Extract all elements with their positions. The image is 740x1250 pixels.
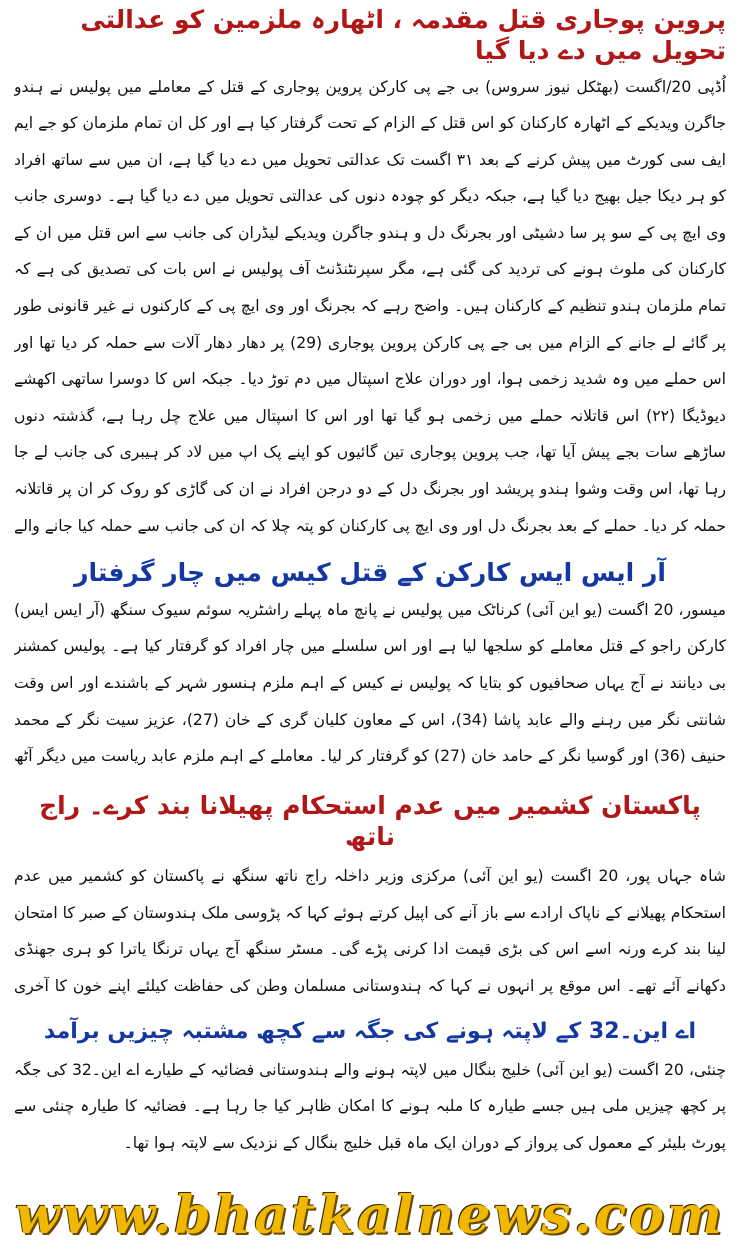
article-headline: پروین پوجاری قتل مقدمہ ، اٹھارہ ملزمین کو عدالتی تحویل میں دے دیا گیا <box>80 5 726 66</box>
article-body: چنئی، 20 اگست (یو این آئی) خلیج بنگال میں لاپتہ ہونے والے ہندوستانی فضائیہ کے طیارے اے این۔32 کی جگہ پر کچھ چیزیں ملی ہیں جسے طیارہ کا ملبہ ہونے کا امکان ظاہر کیا جا رہا ہے۔ فضائیہ کا طیارہ چنئی سے پورٹ بلیئر کے معمول کی پرواز کے دوران ایک ماہ قبل خلیج بنگال کے نزدیک سے لاپتہ ہوا تھا۔ <box>14 1060 726 1152</box>
article-an32-debris <box>14 1018 726 1162</box>
article-headline: اے این۔32 کے لاپتہ ہونے کی جگہ سے کچھ مشتبہ چیزیں برآمد <box>43 1019 697 1045</box>
article-headline: آر ایس ایس کارکن کے قتل کیس میں چار گرفتار <box>74 557 666 587</box>
article-parveen-poojari <box>14 4 726 549</box>
article-body: میسور، 20 اگست (یو این آئی) کرناٹک میں پولیس نے پانچ ماہ پہلے راشٹریہ سوئم سیوک سنگھ (آر ایس ایس) کارکن راجو کے قتل معاملے کو سلجھا لیا ہے اور اس سلسلے میں چار افراد کو گرفتار کیا ہے۔ پولیس کمشنر بی دیانند نے آج یہاں صحافیوں کو بتایا کہ پولیس نے کیس کے اہم ملزم ہنسور شہر کے باشندے اور اس وقت شانتی نگر میں رہنے والے عابد پاشا (34)، اس کے معاون کلیان گری کے خان (27)، عزیز سیت نگر کے محمد حنیف (36) اور گوسیا نگر کے حامد خان (27) کو گرفتار کر لیا۔ معاملے کے اہم ملزم عابد ریاست میں دیگر آٹھ <box>14 600 726 766</box>
article-rajnath-kashmir <box>14 790 726 1005</box>
article-rss-worker-murder <box>14 557 726 776</box>
article-body: اُڈپی 20/اگست (بھٹکل نیوز سروس) بی جے پی کارکن پروین پوجاری کے قتل کے معاملے میں پولیس نے ہندو جاگرن ویدیکے کے اٹھارہ کارکنان کو اس قتل کے الزام کے تحت گرفتار کیا ہے اور کل ان تمام ملزمان کو جے ایم ایف سی کورٹ میں پیش کرنے کے بعد ۳۱ اگست تک عدالتی تحویل میں دے دیا گیا ہے، ان میں سے ساتھ افراد کو ہر دیکا جیل بھیج دیا گیا ہے، جبکہ دیگر کو چودہ دنوں کی عدالتی تحویل میں دے دیا گیا ہے۔ دوسری جانب وی ایچ پی کے سو پر سا دشیٹی اور بجرنگ دل و ہندو جاگرن ویدیکے لیڈران کی جانب سے اس قتل میں ان کے کارکنان کی ملوث ہونے کی تردید کی گئی ہے، مگر سپرنٹنڈنٹ آف پولیس نے اس بات کی تصدیق کی ہے کہ تمام ملزمان ہندو تنظیم کے کارکنان ہیں۔ واضح رہے کہ بجرنگ اور وی ایچ پی کے کارکنوں نے غیر قانونی طور پر گائے لے جانے کے الزام میں بی جے پی کارکن پروین پوجاری (29) پر دھار دھار آلات سے حملہ کر دیا تھا اور اس حملے میں وہ شدید زخمی ہوا، اور دوران علاج اسپتال میں دم توڑ دیا۔ جبکہ اس کا دوسرا ساتھی اکھشے دیوڈیگا (۲۲) اس قاتلانہ حملے میں زخمی ہو گیا تھا اور اس کا اسپتال میں علاج چل رہا ہے، گذشتہ دنوں ساڑھے سات بجے پیش آیا تھا، جب پروین پوجاری تین گائیوں کو اپنے پک اپ میں لاد کر ہیبری کی جانب لے جا رہا تھا، اس وقت وشوا ہندو پریشد اور بجرنگ دل کے دو درجن افراد نے ان کی گاڑی کو روک کر ان پر قاتلانہ حملہ کر دیا۔ حملے کے بعد بجرنگ دل اور وی ایچ پی کارکنان کو پتہ چلا کہ ان کی جانب سے حملہ کیا جانے والے <box>14 77 726 535</box>
article-body: شاہ جہاں پور، 20 اگست (یو این آئی) مرکزی وزیر داخلہ راج ناتھ سنگھ نے پاکستان کو کشمیر میں عدم استحکام پھیلانے کے ناپاک ارادے سے باز آنے کی اپیل کرتے ہوئے کہا کہ پڑوسی ملک ہندوستان کے صبر کا امتحان لینا بند کرے ورنہ اسے اس کی بڑی قیمت ادا کرنی پڑے گی۔ مسٹر سنگھ آج یہاں ترنگا یاترا کو ہری جھنڈی دکھانے آئے تھے۔ اس موقع پر انہوں نے کہا کہ ہندوستانی مسلمان وطن کی حفاظت کیلئے اپنے خون کا آخری <box>14 867 726 996</box>
article-headline: پاکستان کشمیر میں عدم استحکام پھیلانا بند کرے۔ راج ناتھ <box>39 790 701 851</box>
site-watermark: www.bhatkalnews.com <box>15 1185 725 1246</box>
